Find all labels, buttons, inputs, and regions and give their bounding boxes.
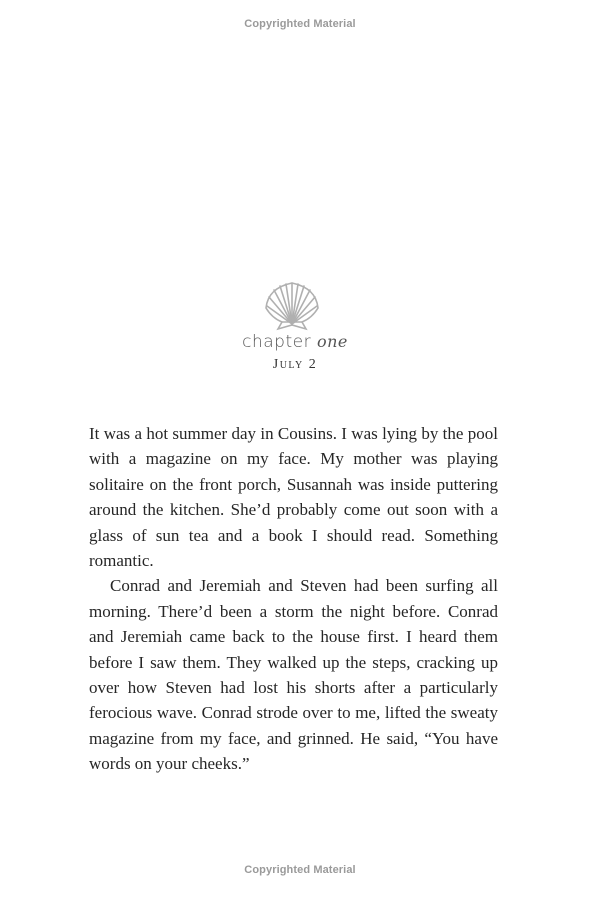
copyright-watermark-bottom: Copyrighted Material: [244, 864, 356, 876]
paragraph-1: It was a hot summer day in Cousins. I was lying by the pool with a magazine on my face. My mother was playing solitaire on the front porch, Susannah was inside puttering around the kitchen. She’d probably come out soon with a glass of sun tea and a book I should read. Something romantic.: [89, 424, 498, 571]
chapter-number: one: [316, 332, 348, 351]
chapter-word: chapter: [242, 332, 312, 352]
chapter-heading: [0, 332, 590, 352]
chapter-body: [89, 421, 498, 777]
seashell-icon: [260, 278, 324, 332]
chapter-date: July 2: [272, 357, 318, 372]
copyright-watermark-top: Copyrighted Material: [244, 18, 356, 30]
paragraph-2: Conrad and Jeremiah and Steven had been surfing all morning. There’d been a storm the night before. Conrad and Jeremiah came back to the house first. I heard them before I saw them. They walked up the steps, cracking up over how Steven had lost his shorts after a particularly ferocious wave. Conrad strode over to me, lifted the sweaty magazine from my face, and grinned. He said, “You have words on your cheeks.”: [89, 576, 498, 774]
